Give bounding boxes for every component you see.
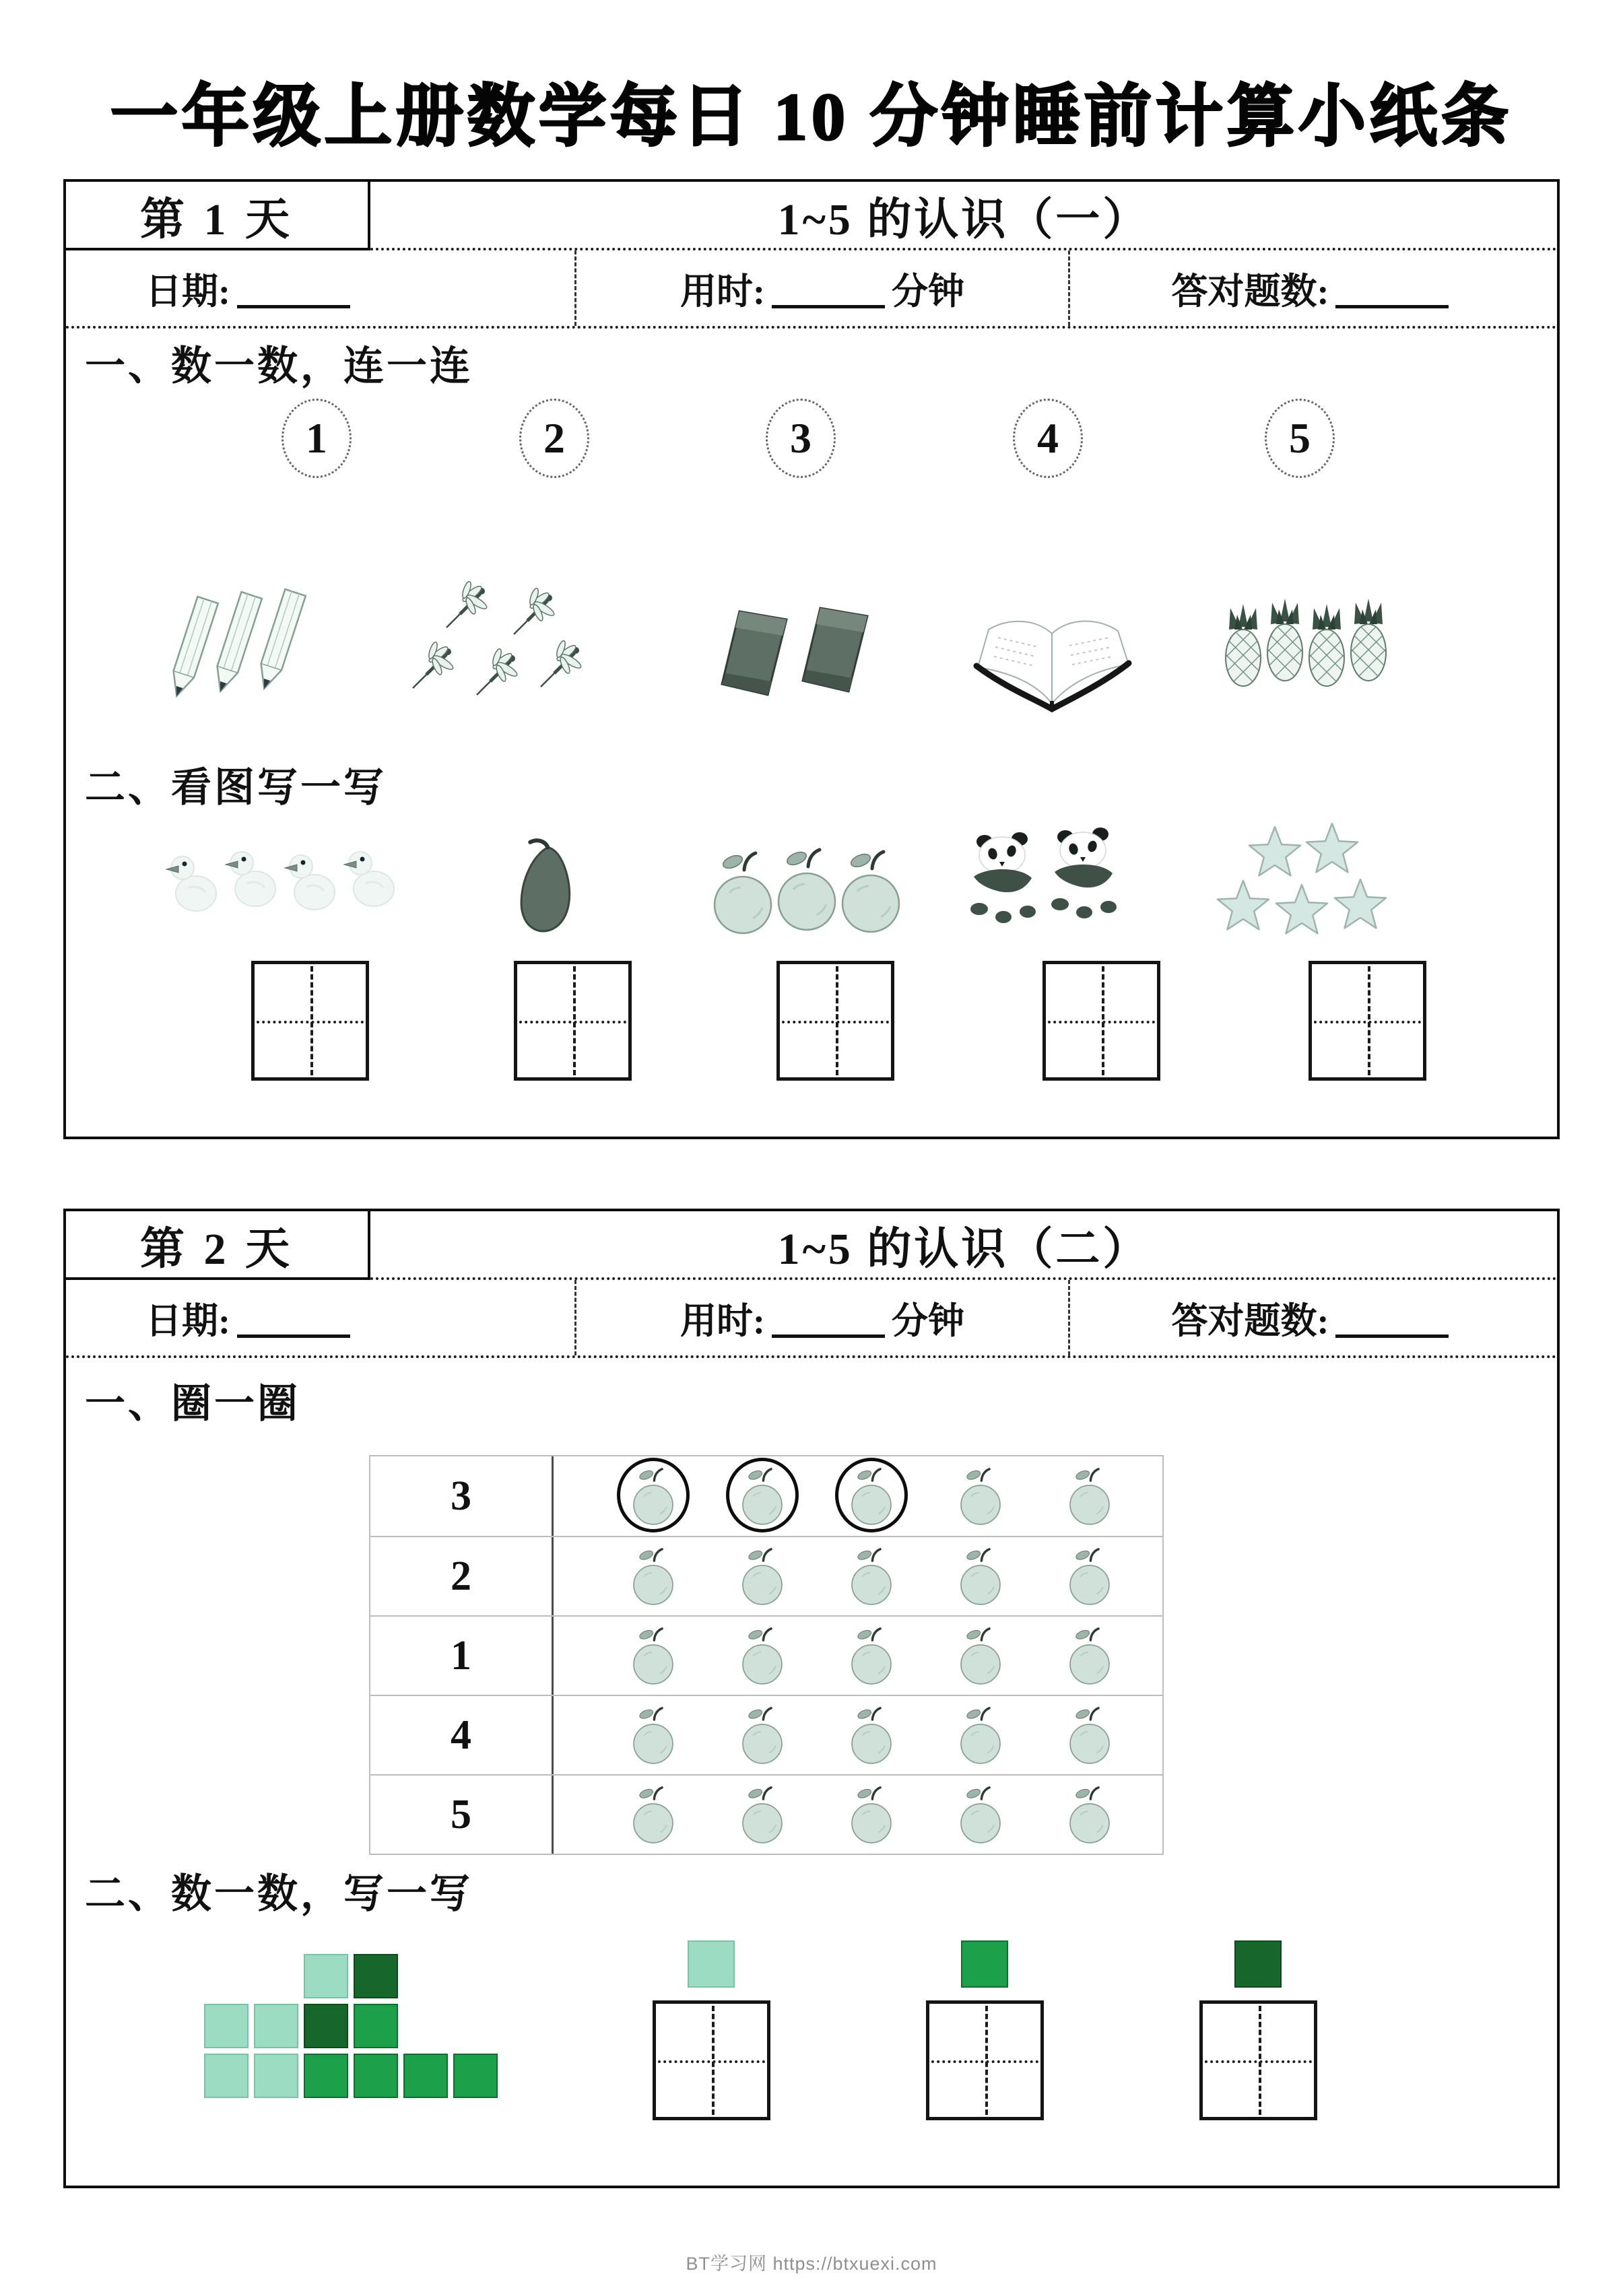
duck-group	[164, 818, 420, 980]
panda-group	[925, 818, 1181, 980]
day1-score-label: 答对题数:	[1171, 271, 1329, 312]
day1-info-row	[66, 250, 1557, 329]
apple-icon	[737, 1705, 788, 1766]
day1-card	[63, 179, 1560, 1139]
circle-row-1	[370, 1615, 1162, 1695]
book-icon	[968, 603, 1137, 717]
star-icon	[1271, 879, 1332, 939]
page-title: 一年级上册数学每日 10 分钟睡前计算小纸条	[110, 79, 1513, 154]
site-watermark: BT学习网 https://btxuexi.com	[686, 2254, 937, 2274]
dragonfly-icon	[470, 646, 531, 704]
apple-icon	[1064, 1705, 1115, 1766]
writing-box	[1042, 961, 1160, 1081]
row-number: 4	[370, 1696, 554, 1774]
day2-date-blank	[237, 1298, 350, 1338]
star-icon	[1245, 821, 1305, 881]
apple-icon-circled	[737, 1466, 788, 1527]
apple-icon	[846, 1625, 897, 1687]
panda-icon	[962, 828, 1049, 929]
day2-time-label: 用时:	[680, 1300, 765, 1341]
day1-date-label: 日期:	[145, 271, 230, 312]
apple-icon	[737, 1546, 788, 1607]
box-guide-horizontal	[519, 1021, 626, 1023]
number-circle-2: 2	[519, 399, 589, 478]
eggplant-group	[413, 818, 669, 980]
apple-icon	[628, 1625, 679, 1687]
day1-time-blank	[772, 269, 885, 308]
pineapple-group	[1221, 579, 1477, 741]
pineapple-icon	[1221, 603, 1265, 689]
apple-icon	[846, 1705, 897, 1766]
apple-icon	[955, 1546, 1006, 1607]
answer-box-dark	[1199, 2000, 1317, 2120]
block-mid	[354, 2054, 398, 2098]
book-group	[931, 579, 1187, 741]
day2-minutes-label: 分钟	[891, 1300, 964, 1341]
dragonfly-icon	[534, 638, 595, 696]
apple-icon-circled	[628, 1466, 679, 1527]
apples-cell	[554, 1617, 1162, 1695]
pencil-icon	[244, 582, 312, 710]
apple-icon	[834, 847, 908, 936]
day1-minutes-label: 分钟	[891, 271, 964, 312]
day2-section2-title: 二、数一数，写一写	[85, 1872, 473, 1916]
dragonfly-icon	[507, 586, 568, 643]
writing-box	[251, 961, 369, 1081]
duck-icon	[341, 840, 402, 911]
number-circle-1: 1	[281, 399, 352, 478]
dragonfly-icon	[406, 640, 467, 697]
apple-icon	[1064, 1625, 1115, 1687]
box-guide-horizontal	[1048, 1021, 1155, 1023]
day2-score-blank	[1335, 1298, 1449, 1338]
color-sample-dark	[1234, 1940, 1282, 1988]
apples-cell	[554, 1776, 1162, 1854]
eraser-icon	[719, 606, 793, 700]
day1-time-label: 用时:	[680, 271, 765, 312]
day2-header-row	[66, 1211, 1557, 1280]
pineapple-icon	[1263, 597, 1307, 683]
block-light	[204, 2054, 249, 2098]
apple-icon	[846, 1546, 897, 1607]
apple-group	[675, 818, 931, 980]
apple-icon	[1064, 1466, 1115, 1527]
apple-icon	[1064, 1784, 1115, 1846]
apple-icon	[955, 1705, 1006, 1766]
pencil-group	[137, 579, 393, 741]
day2-card	[63, 1209, 1560, 2188]
circle-row-5	[370, 1774, 1162, 1854]
day2-lesson-title: 1~5 的认识（二）	[370, 1211, 1557, 1280]
block-mid	[304, 2054, 348, 2098]
day2-date-cell	[66, 1280, 574, 1355]
block-mid	[354, 2004, 398, 2048]
eraser-icon	[800, 603, 874, 697]
number-circle-5: 5	[1265, 399, 1335, 478]
row-number: 1	[370, 1617, 554, 1695]
block-mid	[453, 2054, 498, 2098]
apples-cell	[554, 1537, 1162, 1615]
day2-date-label: 日期:	[145, 1300, 230, 1341]
apple-icon	[737, 1625, 788, 1687]
block-light	[254, 2004, 298, 2048]
writing-box	[514, 961, 632, 1081]
apple-icon	[628, 1705, 679, 1766]
day1-section2-title: 二、看图写一写	[85, 766, 387, 810]
apple-icon	[770, 845, 844, 934]
day2-time-blank	[772, 1298, 885, 1338]
star-group	[1207, 818, 1463, 980]
circle-row-4	[370, 1695, 1162, 1774]
color-sample-light	[688, 1940, 735, 1988]
star-icon	[1302, 818, 1362, 877]
day1-date-blank	[237, 269, 350, 308]
row-number: 2	[370, 1537, 554, 1615]
day2-info-row	[66, 1280, 1557, 1358]
apple-icon	[955, 1625, 1006, 1687]
pineapple-icon	[1304, 603, 1349, 689]
box-guide-horizontal	[257, 1021, 364, 1023]
dragonfly-icon	[440, 579, 500, 636]
pineapple-icon	[1346, 597, 1391, 683]
apple-icon-circled	[846, 1466, 897, 1527]
apples-cell	[554, 1696, 1162, 1774]
apple-icon	[706, 848, 780, 937]
duck-icon	[164, 845, 224, 916]
writing-box	[1309, 961, 1426, 1081]
apple-icon	[737, 1784, 788, 1846]
writing-box	[776, 961, 894, 1081]
answer-box-light	[653, 2000, 770, 2120]
apple-icon	[955, 1466, 1006, 1527]
block-light	[304, 1954, 348, 1998]
apple-icon	[955, 1784, 1006, 1846]
block-dark	[304, 2004, 348, 2048]
box-guide-horizontal	[931, 2060, 1038, 2063]
apple-icon	[1064, 1546, 1115, 1607]
day2-score-cell	[1070, 1280, 1557, 1355]
apple-icon	[628, 1546, 679, 1607]
day2-section1-title: 一、圈一圈	[85, 1382, 300, 1426]
star-icon	[1213, 875, 1273, 935]
eraser-group	[669, 579, 925, 741]
number-circle-3: 3	[766, 399, 836, 478]
day1-header-row	[66, 182, 1557, 250]
box-guide-horizontal	[1314, 1021, 1421, 1023]
day1-lesson-title: 1~5 的认识（一）	[370, 182, 1557, 250]
circle-row-2	[370, 1536, 1162, 1615]
day1-score-cell	[1070, 250, 1557, 326]
duck-icon	[282, 844, 343, 914]
number-circle-4: 4	[1013, 399, 1083, 478]
apples-cell	[554, 1456, 1162, 1536]
day2-score-label: 答对题数:	[1171, 1300, 1329, 1341]
answer-box-mid	[926, 2000, 1044, 2120]
block-light	[254, 2054, 298, 2098]
day2-circle-table	[369, 1455, 1164, 1855]
row-number: 5	[370, 1776, 554, 1854]
block-mid	[403, 2054, 448, 2098]
box-guide-horizontal	[658, 2060, 765, 2063]
block-light	[204, 2004, 249, 2048]
box-guide-horizontal	[1205, 2060, 1312, 2063]
apple-icon	[628, 1784, 679, 1846]
day1-time-cell	[574, 250, 1070, 326]
circle-row-3	[370, 1456, 1162, 1536]
day2-time-cell	[574, 1280, 1070, 1355]
apple-icon	[846, 1784, 897, 1846]
panda-icon	[1042, 823, 1130, 924]
dragonfly-group	[399, 579, 655, 741]
day1-day-label: 第 1 天	[66, 182, 370, 250]
block-dark	[354, 1954, 398, 1998]
box-guide-horizontal	[782, 1021, 889, 1023]
day1-date-cell	[66, 250, 574, 326]
duck-icon	[223, 840, 284, 911]
color-sample-mid	[961, 1940, 1008, 1988]
star-icon	[1330, 874, 1391, 933]
day2-day-label: 第 2 天	[66, 1211, 370, 1280]
day1-section1-title: 一、数一数，连一连	[85, 344, 473, 389]
eggplant-icon	[490, 835, 591, 943]
day1-score-blank	[1335, 269, 1449, 308]
row-number: 3	[370, 1456, 554, 1536]
